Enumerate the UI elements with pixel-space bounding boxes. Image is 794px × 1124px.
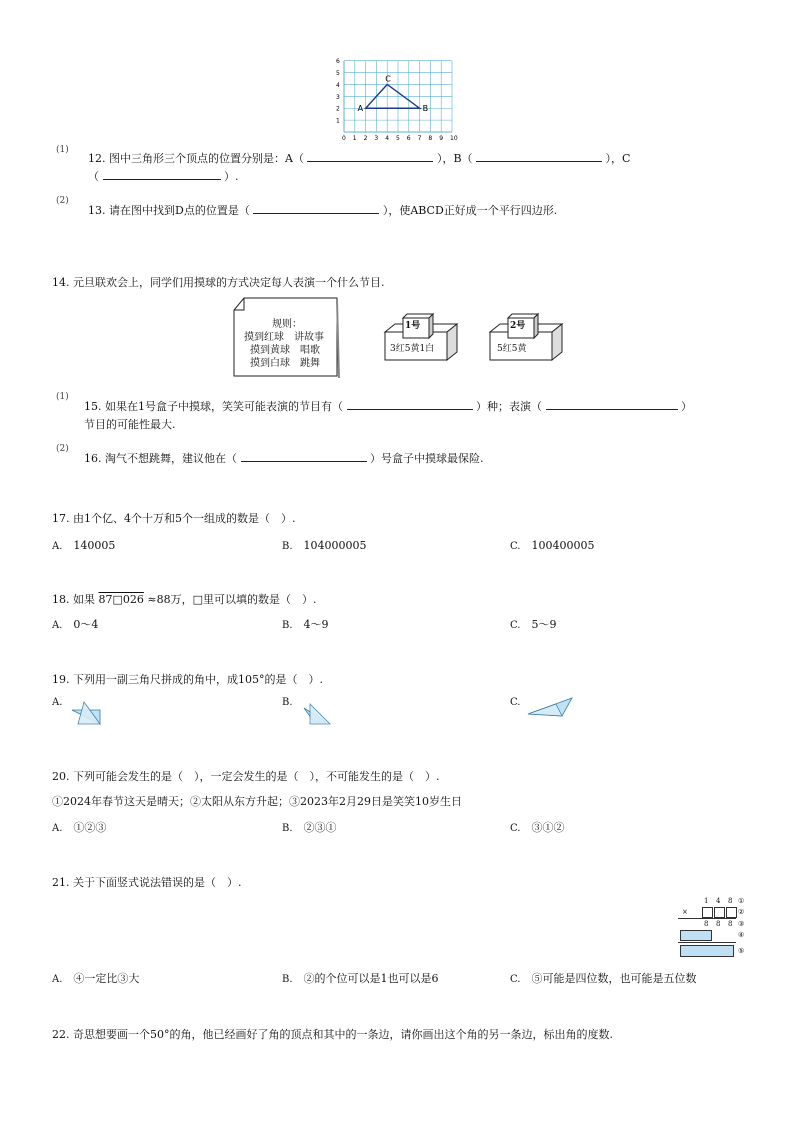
overlined-number: 87□026 [98, 593, 144, 606]
question-text: ） [681, 400, 692, 413]
subquestion-marker: (2) [56, 444, 69, 454]
question-12 [88, 150, 630, 166]
question-number: 19. [52, 673, 70, 686]
digit: 1 [704, 897, 709, 905]
option-letter: C. [510, 541, 521, 552]
question-15 [84, 398, 692, 414]
box-1-content: 3红5黄1白 [390, 344, 435, 354]
question-number: 20. [52, 770, 70, 783]
question-text: 请在图中找到D点的位置是（ [109, 204, 250, 217]
digit: 8 [728, 897, 733, 905]
triangle-ruler-option-a[interactable] [70, 700, 106, 726]
x-tick-labels [342, 135, 458, 142]
answer-blank-program[interactable] [546, 398, 678, 410]
question-22 [52, 1026, 613, 1042]
option-a[interactable] [52, 616, 98, 632]
box-2-figure [488, 312, 568, 364]
question-text: ），B（ [436, 152, 473, 165]
y-tick-label: 4 [336, 81, 340, 89]
option-letter: B. [282, 823, 293, 834]
marker-4: ④ [738, 931, 745, 939]
option-value: ②的个位可以是1也可以是6 [303, 972, 439, 985]
option-letter: A. [52, 541, 63, 552]
option-c[interactable] [510, 970, 696, 986]
marker-1: ① [738, 897, 745, 905]
y-tick-label: 1 [336, 117, 340, 125]
option-a[interactable] [52, 537, 115, 553]
question-text: ），C [605, 152, 631, 165]
question-12-line2 [88, 168, 239, 184]
x-tick-label: 6 [406, 135, 411, 142]
point-b-label: B [422, 104, 429, 114]
y-tick-labels [336, 58, 340, 124]
question-text: 图中三角形三个顶点的位置分别是：A（ [109, 152, 304, 165]
option-value: 5～9 [531, 618, 557, 631]
box-2-label: 2号 [510, 321, 526, 331]
y-tick-label: 2 [336, 105, 340, 113]
option-value: ⑤可能是四位数，也可能是五位数 [531, 972, 697, 985]
subquestion-marker: (1) [56, 145, 69, 155]
question-number: 15. [84, 400, 102, 413]
marker-3: ③ [738, 920, 745, 928]
x-tick-label: 3 [374, 135, 379, 142]
question-text: ）号盒子中摸球最保险. [370, 452, 484, 465]
question-text: 淘气不想跳舞，建议他在（ [105, 452, 237, 465]
box-1-figure [383, 312, 463, 364]
question-number: 18. [52, 593, 70, 606]
option-value: 100400005 [531, 539, 595, 552]
question-17 [52, 510, 296, 526]
x-tick-label: 9 [439, 135, 444, 142]
point-a-label: A [357, 104, 364, 114]
point-c-label: C [385, 74, 391, 84]
option-letter: B. [282, 620, 293, 631]
question-21 [52, 874, 242, 890]
answer-blank-a[interactable] [307, 150, 433, 162]
option-value: ②③① [303, 821, 337, 834]
x-tick-label: 8 [428, 135, 433, 142]
option-letter: A. [52, 974, 63, 985]
rule-line: 摸到白球 跳舞 [250, 358, 320, 369]
marker-2: ② [738, 908, 745, 916]
question-text: 如果 [73, 593, 95, 606]
y-tick-label: 6 [336, 58, 340, 66]
rule-line: 摸到黄球 唱歌 [250, 345, 320, 356]
question-number: 16. [84, 452, 102, 465]
y-tick-label: 3 [336, 93, 340, 101]
answer-blank-box[interactable] [241, 450, 367, 462]
x-tick-label: 0 [342, 135, 346, 142]
question-text: 下列用一副三角尺拼成的角中，成105°的是（ ）. [73, 673, 323, 686]
digit-box [726, 907, 737, 918]
box-2-content: 5红5黄 [497, 344, 527, 354]
digit-box [714, 907, 725, 918]
times-sign: × [682, 908, 688, 916]
rule-line: 摸到红球 讲故事 [244, 332, 324, 343]
option-a[interactable] [52, 819, 106, 835]
question-18 [52, 591, 317, 607]
question-20-statement: ①2024年春节这天是晴天；②太阳从东方升起；③2023年2月29日是笑笑10岁生日 [52, 795, 462, 808]
triangle-ruler-option-c[interactable] [526, 696, 576, 722]
question-text: ≈88万，□里可以填的数是（ ）. [147, 593, 317, 606]
question-text: 如果在1号盒子中摸球，笑笑可能表演的节目有（ [105, 400, 343, 413]
question-20 [52, 768, 440, 784]
answer-blank-c[interactable] [103, 168, 221, 180]
x-tick-label: 7 [417, 135, 422, 142]
x-tick-label: 2 [363, 135, 368, 142]
box-1-label: 1号 [405, 321, 421, 331]
option-value: ①②③ [73, 821, 107, 834]
option-b[interactable] [282, 819, 337, 835]
question-text: 由1个亿、4个十万和5个一组成的数是（ ）. [73, 512, 296, 525]
digit: 8 [716, 920, 721, 928]
x-tick-label: 1 [352, 135, 357, 142]
question-text: ），使ABCD正好成一个平行四边形. [382, 204, 558, 217]
digit: 8 [704, 920, 709, 928]
question-number: 13. [88, 204, 106, 217]
option-letter: C. [510, 620, 521, 631]
question-16 [84, 450, 484, 466]
option-c[interactable] [510, 616, 556, 632]
question-text: ）. [224, 170, 239, 183]
subquestion-marker: (1) [56, 392, 69, 402]
question-text: 奇思想要画一个50°的角，他已经画好了角的顶点和其中的一条边，请你画出这个角的另一条边，标出角的度数. [73, 1028, 613, 1041]
option-c[interactable] [510, 819, 564, 835]
question-text: 元旦联欢会上，同学们用摸球的方式决定每人表演一个什么节目. [73, 276, 385, 289]
coordinate-grid-figure [332, 36, 460, 142]
option-b[interactable] [282, 537, 367, 553]
question-number: 22. [52, 1028, 70, 1041]
rule-line [678, 942, 736, 943]
question-text: 关于下面竖式说法错误的是（ ）. [73, 876, 242, 889]
option-value: ③①② [531, 821, 565, 834]
option-letter: B. [282, 541, 293, 552]
digit-box [702, 907, 713, 918]
question-14 [52, 274, 385, 290]
triangle-ruler-option-b[interactable] [300, 700, 336, 726]
question-number: 21. [52, 876, 70, 889]
question-13 [88, 202, 557, 218]
question-number: 12. [88, 152, 106, 165]
question-text: ）种；表演（ [476, 400, 542, 413]
digit: 4 [716, 897, 721, 905]
option-letter: B. [282, 974, 293, 985]
answer-blank-d[interactable] [253, 202, 379, 214]
option-c-letter[interactable]: C. [510, 697, 521, 708]
option-b[interactable] [282, 616, 329, 632]
digit: 8 [728, 920, 733, 928]
partial-product-box [680, 930, 712, 941]
option-value: ④一定比③大 [73, 972, 140, 985]
question-number: 17. [52, 512, 70, 525]
answer-blank-count[interactable] [347, 398, 473, 410]
option-value: 104000005 [303, 539, 367, 552]
option-b-letter[interactable]: B. [282, 697, 293, 708]
vertical-multiplication [672, 894, 744, 962]
product-box [680, 945, 734, 957]
marker-5: ⑤ [738, 947, 745, 955]
subquestion-marker: (2) [56, 196, 69, 206]
option-c[interactable] [510, 537, 594, 553]
option-value: 4～9 [303, 618, 329, 631]
option-letter: A. [52, 823, 63, 834]
rule-line [678, 918, 736, 919]
answer-blank-b[interactable] [476, 150, 602, 162]
question-number: 14. [52, 276, 70, 289]
option-value: 140005 [73, 539, 116, 552]
option-letter: A. [52, 620, 63, 631]
option-letter: C. [510, 823, 521, 834]
x-tick-label: 5 [396, 135, 400, 142]
option-a-letter[interactable]: A. [52, 697, 63, 708]
y-tick-label: 5 [336, 70, 340, 78]
grid-lines [344, 61, 452, 132]
option-value: 0～4 [73, 618, 99, 631]
option-letter: C. [510, 974, 521, 985]
rules-card [244, 318, 324, 370]
option-b[interactable] [282, 970, 439, 986]
question-text: 下列可能会发生的是（ ），一定会发生的是（ ），不可能发生的是（ ）. [73, 770, 440, 783]
x-tick-label: 10 [450, 135, 458, 142]
option-a[interactable] [52, 970, 139, 986]
question-19 [52, 671, 323, 687]
x-tick-label: 4 [385, 135, 390, 142]
rules-title: 规则： [272, 319, 302, 330]
question-text: （ [88, 170, 99, 183]
question-15-line2: 节目的可能性最大. [84, 418, 176, 431]
